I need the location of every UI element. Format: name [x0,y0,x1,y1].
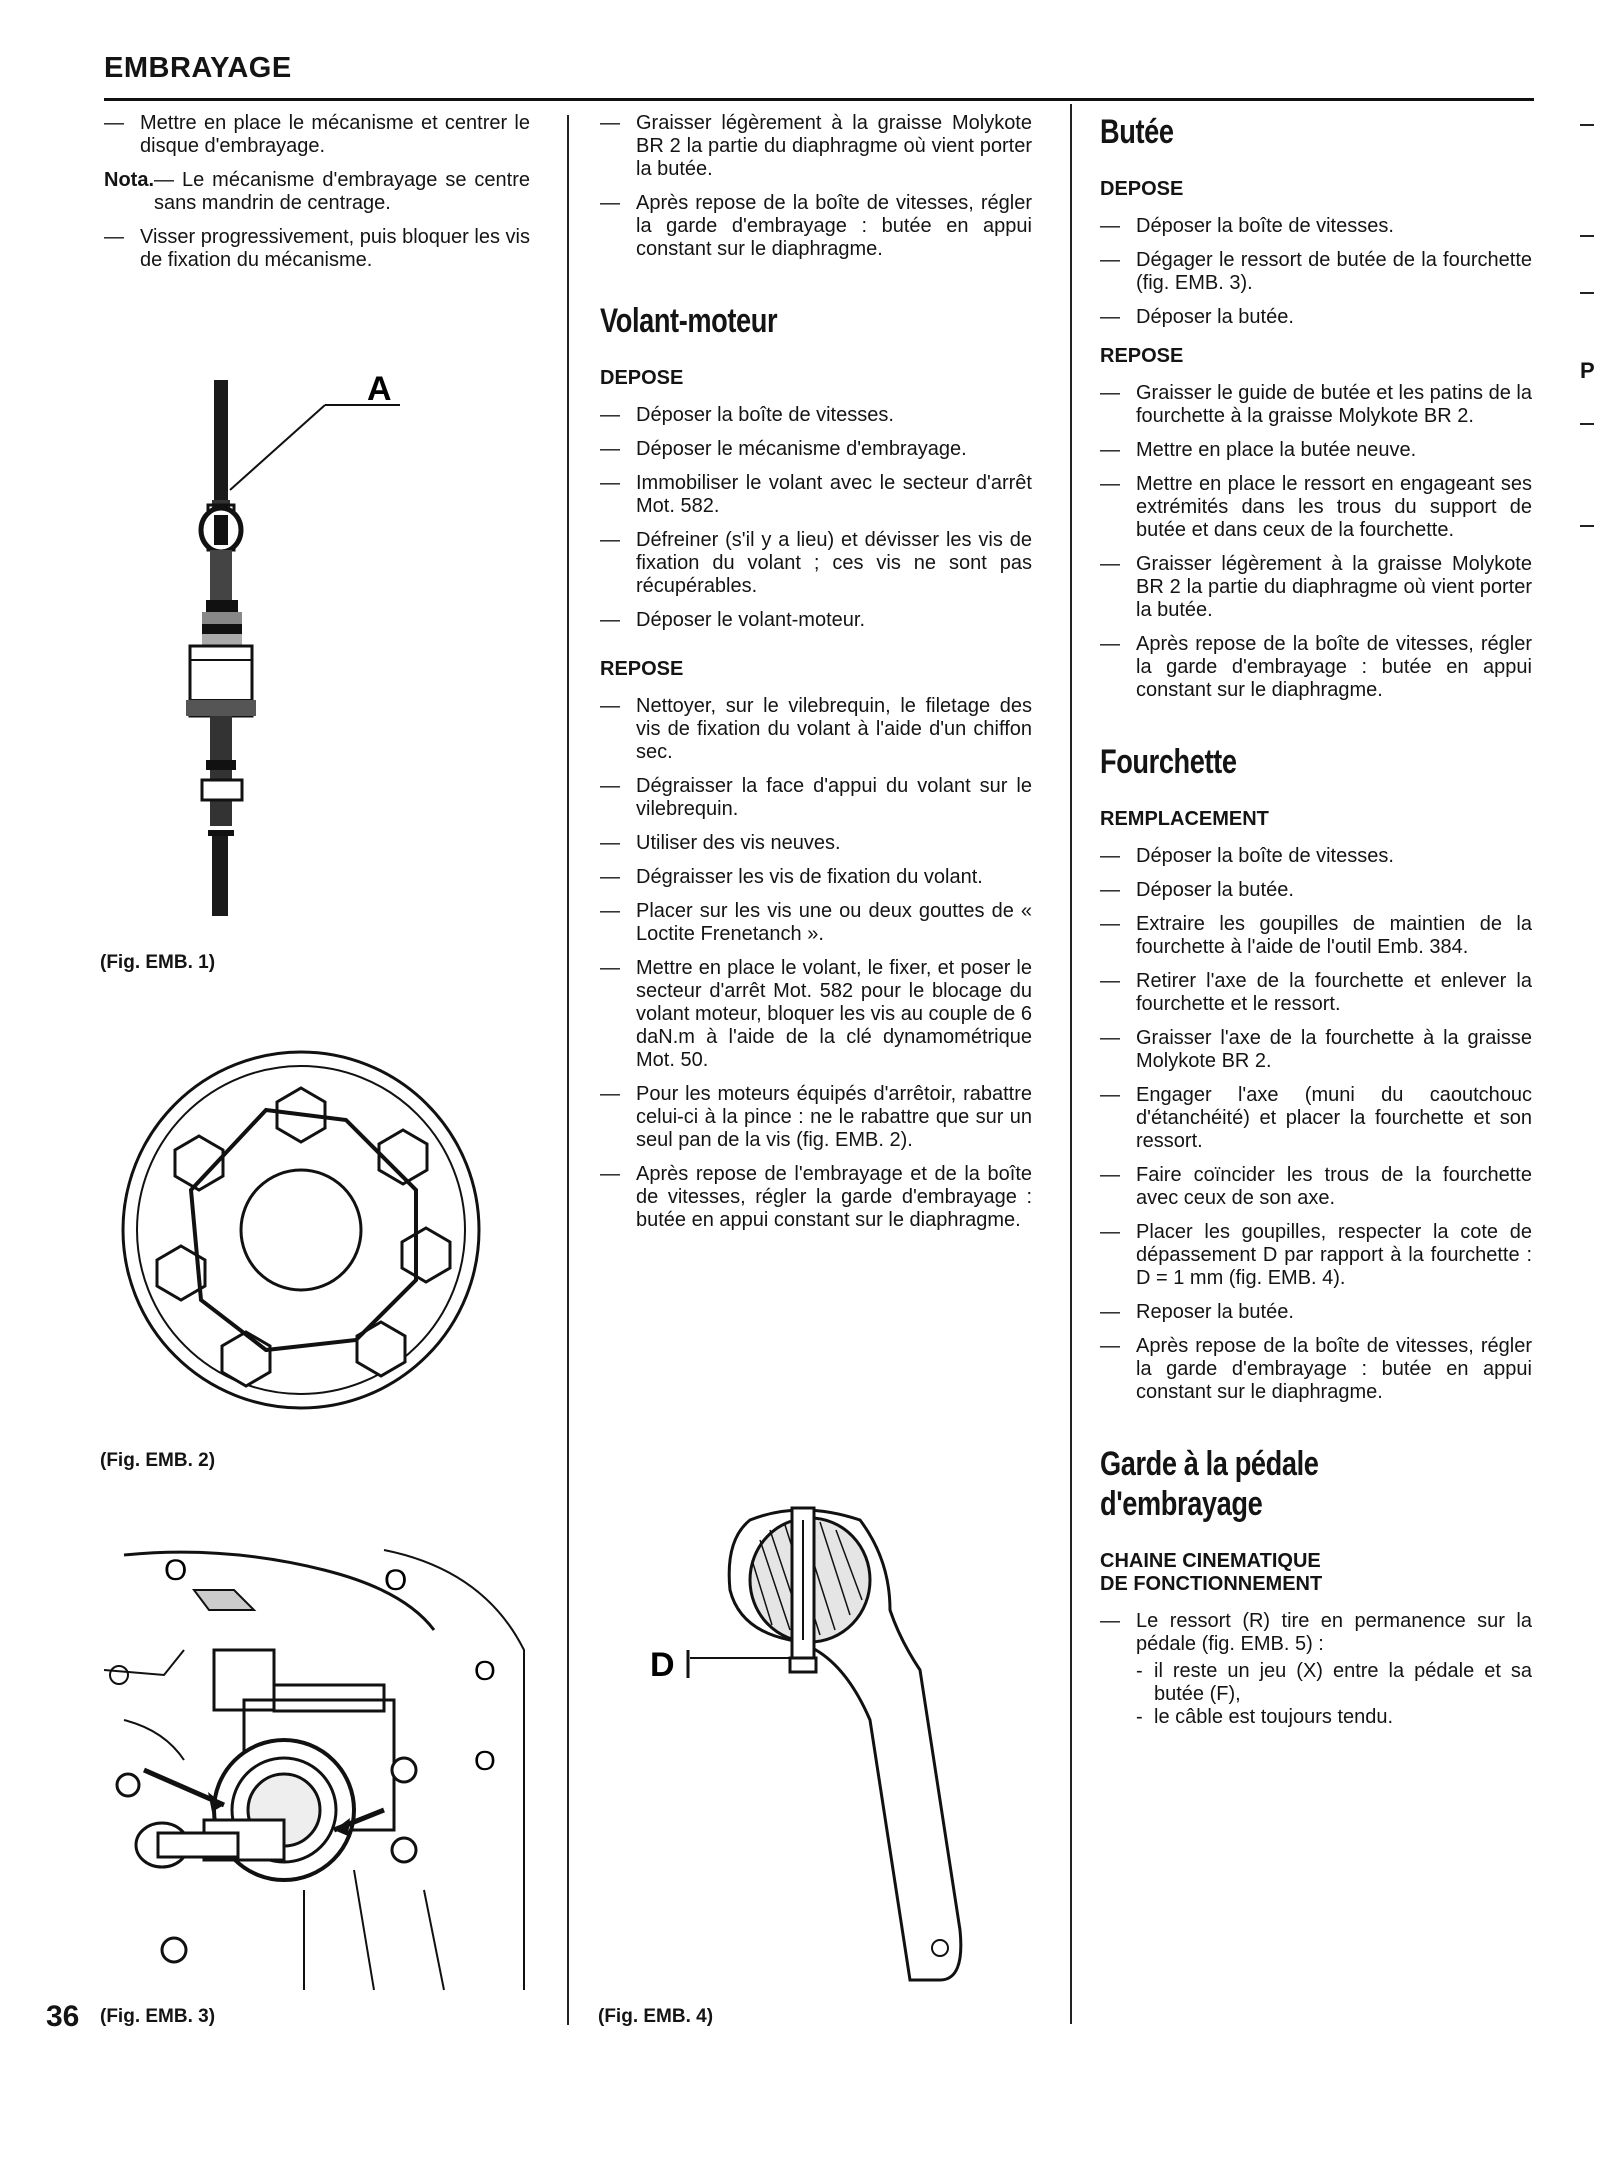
figure-emb-4-label-d: D [650,1646,675,1684]
list-item: — Déposer le mécanisme d'embrayage. [600,438,967,460]
column-3 [1100,112,1532,1729]
subsection-title-depose: DEPOSE [600,367,684,389]
margin-tick [1580,525,1594,527]
section-title-butee: Butée [1100,113,1174,151]
list-item: — Déposer la boîte de vitesses. [1100,845,1394,867]
list-item: — Après repose de l'embrayage et de la boîte de vitesses, régler la garde d'embrayage : butée en appui constant sur le diaphragme. [600,1163,1032,1231]
column-divider-left [567,115,569,2025]
list-item: — Mettre en place le mécanisme et centrer le disque d'embrayage. [104,112,530,157]
list-item: — Déposer la butée. [1100,879,1294,901]
column-2 [600,112,1032,1243]
header-rule [104,98,1534,101]
nota-block [104,169,530,215]
list-item: — Extraire les goupilles de maintien de la fourchette à l'aide de l'outil Emb. 384. [1100,913,1532,958]
figure-emb-4-caption: (Fig. EMB. 4) [598,2006,714,2027]
figure-emb-2-flywheel [116,1040,496,1420]
margin-mark-p: P [1580,358,1595,383]
list-item: — Immobiliser le volant avec le secteur d'arrêt Mot. 582. [600,472,1032,517]
list-item: — Déposer le volant-moteur. [600,609,866,631]
list-item: — Utiliser des vis neuves. [600,832,841,854]
list-item: — Après repose de la boîte de vitesses, régler la garde d'embrayage : butée en appui constant sur le diaphragme. [600,192,1032,260]
list-item: — Mettre en place le ressort en engageant ses extrémités dans les trous du support de butée et dans ceux de la fourchette. [1100,473,1532,541]
subsection-title-repose: REPOSE [1100,345,1184,367]
margin-tick [1580,423,1594,425]
subsection-title-line-1: CHAINE CINEMATIQUE [1100,1550,1321,1572]
subsection-title-depose: DEPOSE [1100,178,1184,200]
list-item: — Dégraisser la face d'appui du volant sur le vilebrequin. [600,775,1032,820]
list-item: — Défreiner (s'il y a lieu) et dévisser les vis de fixation du volant ; ces vis ne sont pas récupérables. [600,529,1032,597]
list-item: — Placer les goupilles, respecter la cote de dépassement D par rapport à la fourchette : D = 1 mm (fig. EMB. 4). [1100,1221,1532,1289]
column-1 [104,112,530,283]
subsection-title-remplacement: REMPLACEMENT [1100,808,1269,830]
list-item: — Dégager le ressort de butée de la fourchette (fig. EMB. 3). [1100,249,1532,294]
page-number: 36 [46,2000,80,2033]
margin-tick [1580,124,1594,126]
section-title-volant-moteur: Volant-moteur [600,302,778,340]
subsection-title-repose: REPOSE [600,658,684,680]
page-header-title: EMBRAYAGE [104,52,292,84]
list-item: — Visser progressivement, puis bloquer les vis de fixation du mécanisme. [104,226,530,271]
list-item: — Graisser l'axe de la fourchette à la graisse Molykote BR 2. [1100,1027,1532,1072]
section-title-garde-line-1: Garde à la pédale [1100,1445,1319,1483]
figure-emb-1-label-a: A [367,370,392,408]
list-item: — Retirer l'axe de la fourchette et enlever la fourchette et le ressort. [1100,970,1532,1015]
figure-emb-4-fork-pin [640,1490,1010,1990]
list-item: — Graisser le guide de butée et les patins de la fourchette à la graisse Molykote BR 2. [1100,382,1532,427]
list-item: — Nettoyer, sur le vilebrequin, le filetage des vis de fixation du volant à l'aide d'un chiffon sec. [600,695,1032,763]
list-item: — Pour les moteurs équipés d'arrêtoir, rabattre celui-ci à la pince : ne le rabattre que sur un seul pan de la vis (fig. EMB. 2). [600,1083,1032,1151]
sub-list-item: - le câble est toujours tendu. [1136,1706,1394,1728]
margin-tick [1580,235,1594,237]
figure-emb-3-bearing-fork [104,1530,544,2000]
nota-text: — Le mécanisme d'embrayage se centre sans mandrin de centrage. [154,169,530,214]
list-item: — Déposer la butée. [1100,306,1294,328]
subsection-title-chaine-cinematique [1100,1550,1532,1596]
list-item: — Graisser légèrement à la graisse Molykote BR 2 la partie du diaphragme où vient porter la butée. [600,112,1032,180]
svg-text:O: O [474,1655,496,1686]
list-item: — Faire coïncider les trous de la fourchette avec ceux de son axe. [1100,1164,1532,1209]
subsection-title-line-2: DE FONCTIONNEMENT [1100,1573,1323,1595]
sub-list-item: - il reste un jeu (X) entre la pédale et sa butée (F), [1136,1660,1532,1705]
column-divider-right [1070,104,1072,2024]
figure-emb-2-caption: (Fig. EMB. 2) [100,1450,216,1471]
list-item: — Reposer la butée. [1100,1301,1294,1323]
list-item: — Après repose de la boîte de vitesses, régler la garde d'embrayage : butée en appui constant sur le diaphragme. [1100,1335,1532,1403]
svg-text:O: O [384,1564,408,1597]
list-item: — Engager l'axe (muni du caoutchouc d'étanchéité) et placer la fourchette et son ressort. [1100,1084,1532,1152]
svg-text:O: O [474,1745,496,1776]
figure-emb-3-caption: (Fig. EMB. 3) [100,2006,216,2027]
figure-emb-1-shaft [150,360,450,920]
list-item: — Mettre en place la butée neuve. [1100,439,1417,461]
list-item: — Déposer la boîte de vitesses. [600,404,894,426]
section-title-garde-pedale [1100,1444,1446,1524]
list-item: — Le ressort (R) tire en permanence sur la pédale (fig. EMB. 5) : [1100,1610,1532,1655]
section-title-garde-line-2: d'embrayage [1100,1485,1263,1523]
section-title-fourchette: Fourchette [1100,743,1237,781]
list-item: — Graisser légèrement à la graisse Molykote BR 2 la partie du diaphragme où vient porter la butée. [1100,553,1532,621]
list-item: — Placer sur les vis une ou deux gouttes de « Loctite Frenetanch ». [600,900,1032,945]
nota-label: Nota. [104,169,154,191]
figure-emb-1-caption: (Fig. EMB. 1) [100,952,216,973]
margin-tick [1580,292,1594,294]
list-item: — Mettre en place le volant, le fixer, et poser le secteur d'arrêt Mot. 582 pour le blocage du volant moteur, bloquer les vis au couple de 6 daN.m à l'aide de la clé dynamométrique Mot. 50. [600,957,1032,1071]
list-item: — Déposer la boîte de vitesses. [1100,215,1394,237]
svg-text:O: O [164,1554,188,1587]
list-item: — Dégraisser les vis de fixation du volant. [600,866,983,888]
list-item: — Après repose de la boîte de vitesses, régler la garde d'embrayage : butée en appui constant sur le diaphragme. [1100,633,1532,701]
